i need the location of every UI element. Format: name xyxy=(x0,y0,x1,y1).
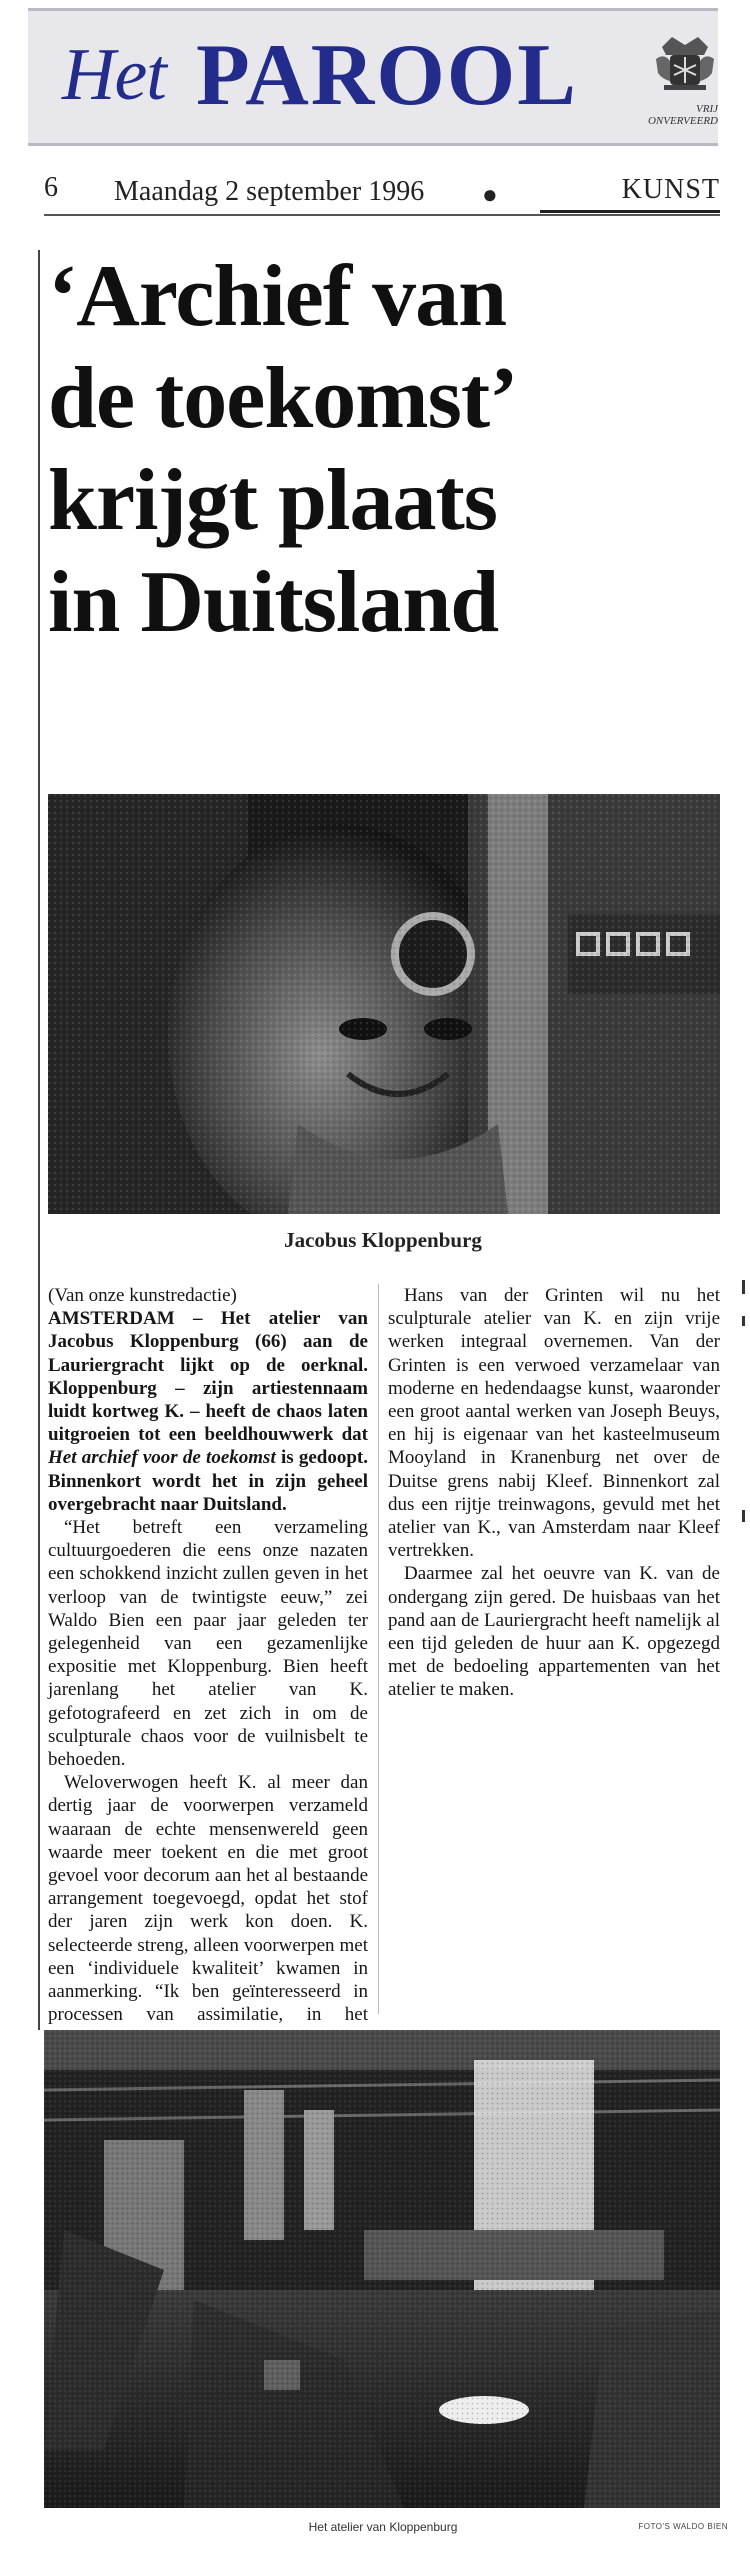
logo-het: Het xyxy=(62,34,166,116)
article-column-right xyxy=(388,1284,720,1702)
article-column-left xyxy=(48,1284,368,2073)
paragraph: “Het betreft een verzameling cultuurgoederen die eens onze nazaten een schokkend inzicht zullen geven in het verloop van de twintigste eeuw,” zei Waldo Bien een paar jaar geleden ter gelegenheid van een gezamenlijke expositie met Kloppenburg. Bien heeft jarenlang het atelier van K. gefotografeerd en zet zich in om de sculpturale chaos voor de vuilnisbelt te behoeden. xyxy=(48,1517,368,1771)
headline-line: de toekomst’ xyxy=(48,350,518,447)
column-divider xyxy=(378,1284,379,2014)
byline: (Van onze kunstredactie) xyxy=(48,1285,237,1306)
article-lead xyxy=(48,1284,368,1516)
dateline-rule xyxy=(44,214,720,216)
motto-line: VRIJ xyxy=(696,103,718,115)
publication-date: Maandag 2 september 1996 xyxy=(114,176,425,207)
motto-line: ONVERVEERD xyxy=(647,115,718,127)
bullet-icon: ● xyxy=(482,180,498,209)
paragraph: Hans van der Grinten wil nu het sculpturale atelier van K. en zijn vrije werken integraal overnemen. Van der Grinten is een verwoed verzamelaar van moderne en hedendaagse kunst, waaronder een groot aantal werken van Joseph Beuys, en hij is eigenaar van het kasteelmuseum Mooyland in Kranenburg net over de Duitse grens nabij Kleef. Binnenkort zal dus een rijtje treinwagons, gevuld met het atelier van K., van Amsterdam naar Kleef vertrekken. xyxy=(388,1285,720,1562)
coat-of-arms-icon xyxy=(654,25,716,95)
headline-line: krijgt plaats xyxy=(48,452,497,549)
paragraph: Weloverwogen heeft K. al meer dan dertig jaar de voorwerpen verzameld waaraan de echte mensenwereld geen waarde meer toekent en die met groot gevoel voor decorum aan het al bestaande arrangement toegevoegd, opdat het stof der jaren zijn werk kon doen. K. selecteerde streng, alleen voorwerpen met een ‘individuele kwaliteit’ kwamen in aanmerking. “Ik ben geïnteresseerd in processen van assimilatie, in het xyxy=(48,1772,368,2026)
headline-line: ‘Archief van xyxy=(48,248,507,345)
page-number: 6 xyxy=(44,172,58,203)
photo-credit: FOTO'S WALDO BIEN xyxy=(638,2522,728,2531)
margin-marks xyxy=(742,1280,746,1680)
paragraph: Daarmee zal het oeuvre van K. van de ondergang zijn gered. De huisbaas van het pand aan de Lauriergracht heeft namelijk al een tijd geleden de huur aan K. opgezegd met de bedoeling appartementen van het atelier te maken. xyxy=(388,1563,720,1701)
portrait-caption: Jacobus Kloppenburg xyxy=(284,1228,482,1252)
lead-text: AMSTERDAM – Het atelier van Jacobus Kloppenburg (66) aan de Lauriergracht lijkt op de oerknal. Kloppenburg – zijn artiestennaam luidt kortweg K. – heeft de chaos laten uitgroeien tot een beeldhouwwerk dat xyxy=(48,1308,368,1446)
masthead-motto xyxy=(628,103,718,127)
studio-caption: Het atelier van Kloppenburg xyxy=(308,2520,458,2534)
studio-photo xyxy=(44,2030,720,2508)
portrait-photo xyxy=(48,794,720,1214)
left-column-rule xyxy=(38,250,40,2030)
dateline xyxy=(44,168,720,212)
lead-text: is gedoopt. Binnenkort wordt het in zijn geheel overgebracht naar Duitsland. xyxy=(48,1447,368,1515)
section-label: KUNST xyxy=(621,174,720,205)
headline xyxy=(48,246,728,654)
headline-line: in Duitsland xyxy=(48,554,499,651)
section-rule xyxy=(540,210,720,213)
logo-parool: PAROOL xyxy=(196,27,578,124)
work-title: Het archief voor de toekomst xyxy=(48,1447,276,1469)
masthead xyxy=(28,8,718,146)
